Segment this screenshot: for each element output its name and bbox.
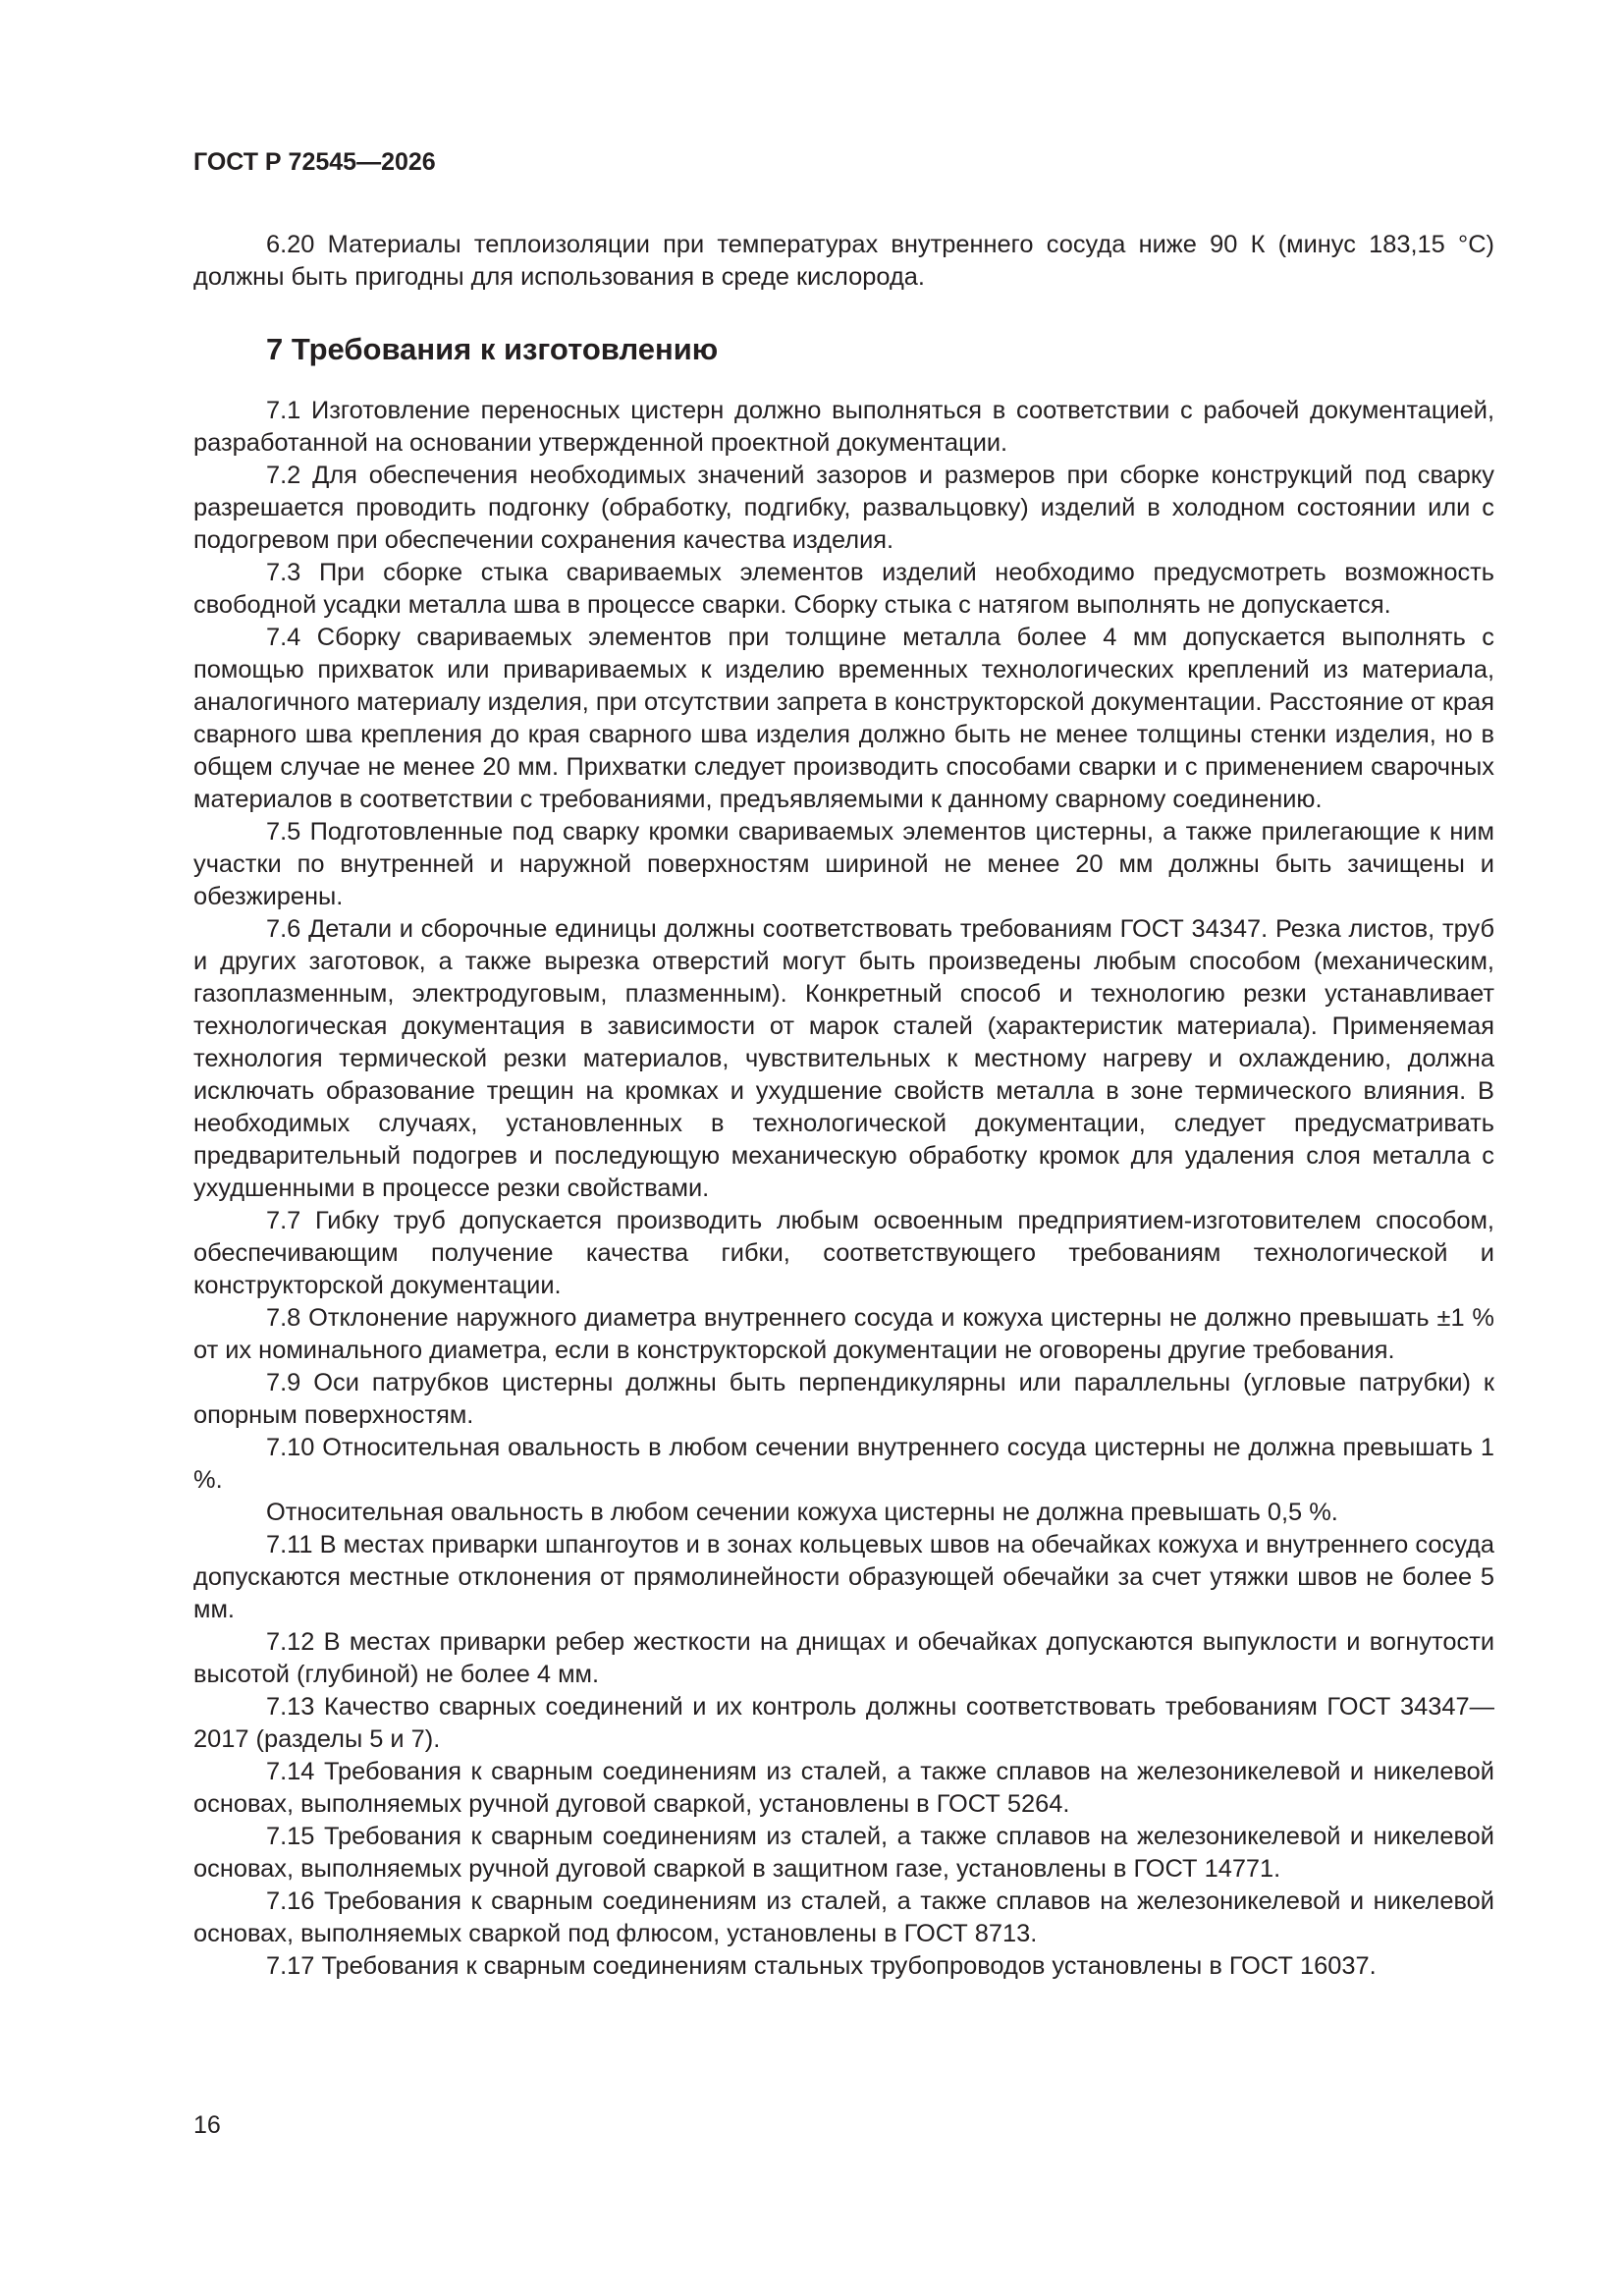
paragraph-7-10: 7.10 Относительная овальность в любом сечении внутреннего сосуда цистерны не должна превышать 1 %. [193,1434,1494,1494]
paragraph-7-10-continued: Относительная овальность в любом сечении кожуха цистерны не должна превышать 0,5 %. [266,1499,1338,1526]
paragraph-7-16: 7.16 Требования к сварным соединениям из сталей, а также сплавов на железоникелевой и никелевой основах, выполняемых сваркой под флюсом, установлены в ГОСТ 8713. [193,1887,1494,1947]
document-page [193,147,1494,1983]
paragraph-7-13: 7.13 Качество сварных соединений и их контроль должны соответствовать требованиям ГОСТ 34347—2017 (разделы 5 и 7). [193,1693,1494,1753]
paragraph-7-7: 7.7 Гибку труб допускается производить любым освоенным предприятием-изготовителем способом, обеспечивающим получение качества гибки, соответствующего требованиям технологической и конструкторской документации. [193,1207,1494,1299]
paragraph-7-1: 7.1 Изготовление переносных цистерн должно выполняться в соответствии с рабочей документацией, разработанной на основании утвержденной проектной документации. [193,397,1494,457]
paragraph-7-6: 7.6 Детали и сборочные единицы должны соответствовать требованиям ГОСТ 34347. Резка листов, труб и других заготовок, а также вырезка отверстий могут быть произведены любым способом (механическим, газоплазменным, электродуговым, плазменным). Конкретный способ и технологию резки устанавливает технологическая документация в зависимости от марок сталей (характеристик материала). Применяемая технология термической резки материалов, чувствительных к местному нагреву и охлаждению, должна исключать образование трещин на кромках и ухудшение свойств металла в зоне термического влияния. В необходимых случаях, установленных в технологической документации, следует предусматривать предварительный подогрев и последующую механическую обработку кромок для удаления слоя металла с ухудшенными в процессе резки свойствами. [193,915,1494,1202]
section-7-text-block [193,395,1494,1983]
document-code-header: ГОСТ Р 72545—2026 [193,148,436,176]
paragraph-7-12: 7.12 В местах приварки ребер жесткости на днищах и обечайках допускаются выпуклости и вогнутости высотой (глубиной) не более 4 мм. [193,1628,1494,1688]
paragraph-7-8: 7.8 Отклонение наружного диаметра внутреннего сосуда и кожуха цистерны не должно превышать ±1 % от их номинального диаметра, если в конструкторской документации не оговорены другие требования. [193,1304,1494,1364]
paragraph-7-3: 7.3 При сборке стыка свариваемых элементов изделий необходимо предусмотреть возможность свободной усадки металла шва в процессе сварки. Сборку стыка с натягом выполнять не допускается. [193,559,1494,619]
page-number: 16 [193,2111,221,2139]
section-heading: 7 Требования к изготовлению [266,332,719,366]
paragraph-7-17: 7.17 Требования к сварным соединениям стальных трубопроводов установлены в ГОСТ 16037. [266,1952,1377,1980]
paragraph-7-2: 7.2 Для обеспечения необходимых значений зазоров и размеров при сборке конструкций под сварку разрешается проводить подгонку (обработку, подгибку, развальцовку) изделий в холодном состоянии или с подогревом при обеспечении сохранения качества изделия. [193,462,1494,554]
paragraph-7-5: 7.5 Подготовленные под сварку кромки свариваемых элементов цистерны, а также прилегающие к ним участки по внутренней и наружной поверхностям шириной не менее 20 мм должны быть зачищены и обезжирены. [193,818,1494,910]
paragraph-7-11: 7.11 В местах приварки шпангоутов и в зонах кольцевых швов на обечайках кожуха и внутреннего сосуда допускаются местные отклонения от прямолинейности образующей обечайки за счет утяжки швов не более 5 мм. [193,1531,1494,1623]
paragraph-6-20: 6.20 Материалы теплоизоляции при температурах внутреннего сосуда ниже 90 К (минус 183,15 °С) должны быть пригодны для использования в среде кислорода. [193,231,1494,291]
paragraph-7-4: 7.4 Сборку свариваемых элементов при толщине металла более 4 мм допускается выполнять с помощью прихваток или привариваемых к изделию временных технологических креплений из материала, аналогичного материалу изделия, при отсутствии запрета в конструкторской документации. Расстояние от края сварного шва крепления до края сварного шва изделия должно быть не менее толщины стенки изделия, но в общем случае не менее 20 мм. Прихватки следует производить способами сварки и с применением сварочных материалов в соответствии с требованиями, предъявляемыми к данному сварному соединению. [193,624,1495,813]
paragraph-7-9: 7.9 Оси патрубков цистерны должны быть перпендикулярны или параллельны (угловые патрубки) к опорным поверхностям. [193,1369,1494,1429]
paragraph-7-14: 7.14 Требования к сварным соединениям из сталей, а также сплавов на железоникелевой и никелевой основах, выполняемых ручной дуговой сваркой, установлены в ГОСТ 5264. [193,1758,1494,1818]
paragraph-7-15: 7.15 Требования к сварным соединениям из сталей, а также сплавов на железоникелевой и никелевой основах, выполняемых ручной дуговой сваркой в защитном газе, установлены в ГОСТ 14771. [193,1823,1494,1883]
intro-text-block [193,229,1494,294]
